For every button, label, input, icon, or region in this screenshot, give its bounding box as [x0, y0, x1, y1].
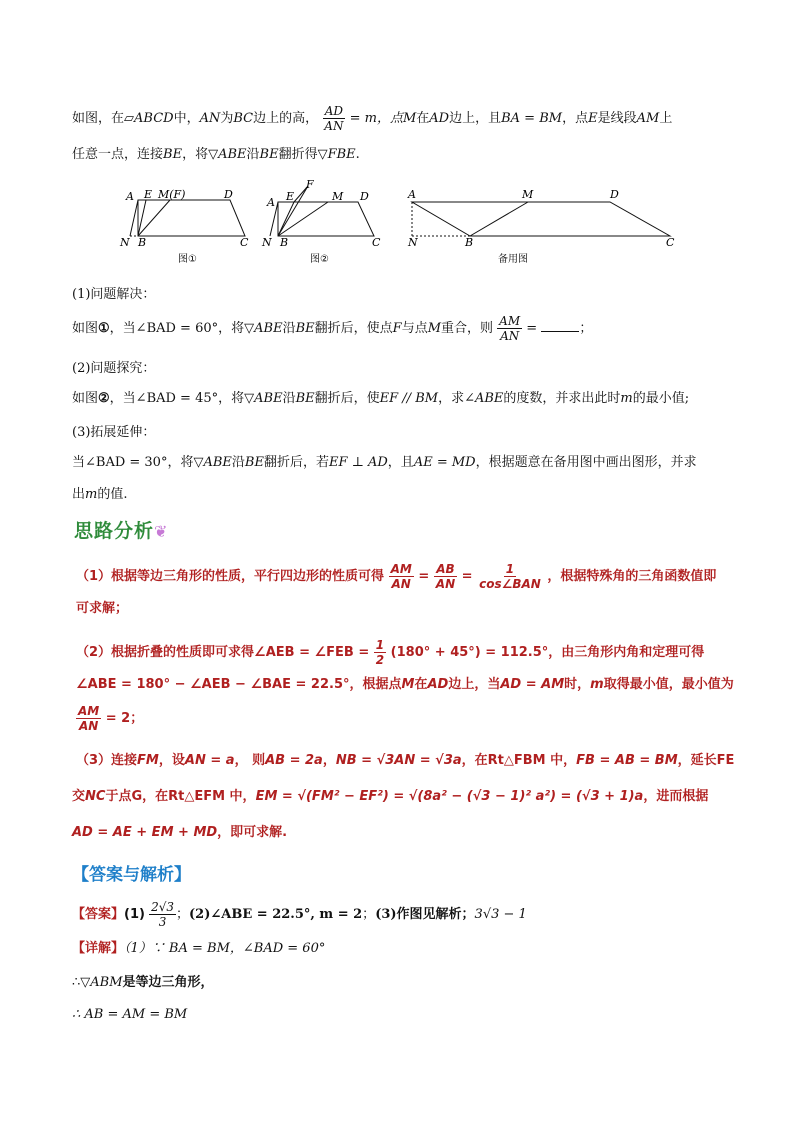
q1-line: 如图①，当∠BAD = 60°，将▽ABE沿BE翻折后，使点F与点M重合，则 $\frac{AM}{AN}$ = ； — [72, 314, 593, 343]
fig1-label-N: N — [120, 236, 130, 249]
analysis-p3-line3: AD = AE + EM + MD，即可求解. — [72, 825, 288, 840]
q1-fraction: $\frac{AM}{AN}$ — [499, 314, 521, 343]
fig2-caption: 图② — [310, 254, 329, 265]
q2-line: 如图②，当∠BAD = 45°，将▽ABE沿BE翻折后，使EF // BM，求∠ABE的度数，并求出此时m的最小值; — [72, 391, 690, 406]
fig1-label-E: E — [144, 188, 153, 201]
fig3-label-D: D — [610, 188, 619, 201]
analysis-logo: 思路分析❦ — [74, 520, 169, 542]
analysis-p2-line2: ∠ABE = 180° − ∠AEB − ∠BAE = 22.5°，根据点M在AD边上，当AD = AM时，m取得最小值，最小值为 — [76, 677, 734, 692]
figure-2 — [261, 180, 381, 265]
analysis-p1-line1: （1）根据等边三角形的性质，平行四边形的性质可得 $\frac{AM}{AN}$ = $\frac{AB}{AN}$ = $\frac{1}{\text{cos∠BAN}}$ ，根据特殊角的三角函数值即 — [76, 562, 717, 591]
fig2-label-E: E — [286, 190, 295, 203]
fig2-label-N: N — [262, 236, 272, 249]
fig2-label-C: C — [372, 236, 381, 249]
figure-1 — [119, 188, 249, 265]
q2-title: (2)问题探究： — [72, 361, 156, 376]
fig2-label-A: A — [267, 196, 275, 209]
q1-title: (1)问题解决： — [72, 287, 156, 302]
detail-line-2: ∴▽ABM是等边三角形， — [72, 975, 214, 990]
fig3-caption: 备用图 — [498, 254, 528, 265]
fig1-label-B: B — [138, 236, 147, 249]
q1-answer-blank[interactable] — [541, 319, 579, 332]
fig2-label-M: M — [332, 190, 344, 203]
fig1-label-A: A — [126, 190, 134, 203]
answer-section-heading: 【答案与解析】 — [72, 865, 191, 885]
fig2-label-B: B — [280, 236, 289, 249]
fig1-label-C: C — [240, 236, 249, 249]
detail-line-1: 【详解】（1）∵ BA = BM，∠BAD = 60° — [72, 941, 326, 956]
analysis-p2-line1: （2）根据折叠的性质即可求得∠AEB = ∠FEB = $\frac{1}{2}$ (180° + 45°) = 112.5°，由三角形内角和定理可得 — [76, 638, 705, 667]
analysis-p3-line1: （3）连接FM，设AN = a， 则AB = 2a，NB = √3AN = √3a，在Rt△FBM 中，FB = AB = BM，延长FE — [76, 753, 735, 768]
detail-line-3: ∴ AB = AM = BM — [72, 1007, 188, 1022]
leaf-icon: ❦ — [154, 522, 169, 541]
analysis-p3-line2: 交NC于点G，在Rt△EFM 中，EM = √(FM² − EF²) = √(8a² − (√3 − 1)² a²) = (√3 + 1)a，进而根据 — [72, 789, 709, 804]
fig1-caption: 图① — [178, 254, 197, 265]
analysis-p1-line2: 可求解； — [76, 601, 129, 616]
geometry-figures — [110, 180, 690, 270]
parallelogram-symbol: ▱ — [124, 111, 135, 126]
answer-line: 【答案】(1) $\frac{2√3}{3}$ ；(2)∠ABE = 22.5°, m = 2；(3)作图见解析；3√3 − 1 — [72, 900, 527, 929]
q3-title: (3)拓展延伸： — [72, 425, 156, 440]
fig2-label-F: F — [306, 180, 314, 191]
answer-fraction: $\frac{2√3}{3}$ — [151, 900, 175, 929]
fig3-label-B: B — [465, 236, 474, 249]
problem-line-1: 如图，在▱ABCD中，AN为BC边上的高， $\frac{AD}{AN}$ = m，点M在AD边上，且BA = BM，点E是线段AM上 — [72, 104, 673, 133]
fig1-label-M: M(F) — [158, 188, 186, 201]
problem-line-2: 任意一点，连接BE，将▽ABE沿BE翻折得▽FBE. — [72, 147, 360, 162]
fig3-label-N: N — [408, 236, 418, 249]
figure-3 — [407, 188, 675, 265]
fig3-label-C: C — [666, 236, 675, 249]
fig1-label-D: D — [224, 188, 233, 201]
analysis-p2-line3: $\frac{AM}{AN}$ = 2； — [78, 704, 144, 733]
fig2-label-D: D — [360, 190, 369, 203]
fig3-label-M: M — [522, 188, 534, 201]
fig3-label-A: A — [408, 188, 416, 201]
q3-line-1: 当∠BAD = 30°，将▽ABE沿BE翻折后，若EF ⊥ AD，且AE = MD，根据题意在备用图中画出图形，并求 — [72, 455, 697, 470]
q3-line-2: 出m的值. — [72, 487, 128, 502]
ratio-fraction: $\frac{AD}{AN}$ — [324, 104, 344, 133]
